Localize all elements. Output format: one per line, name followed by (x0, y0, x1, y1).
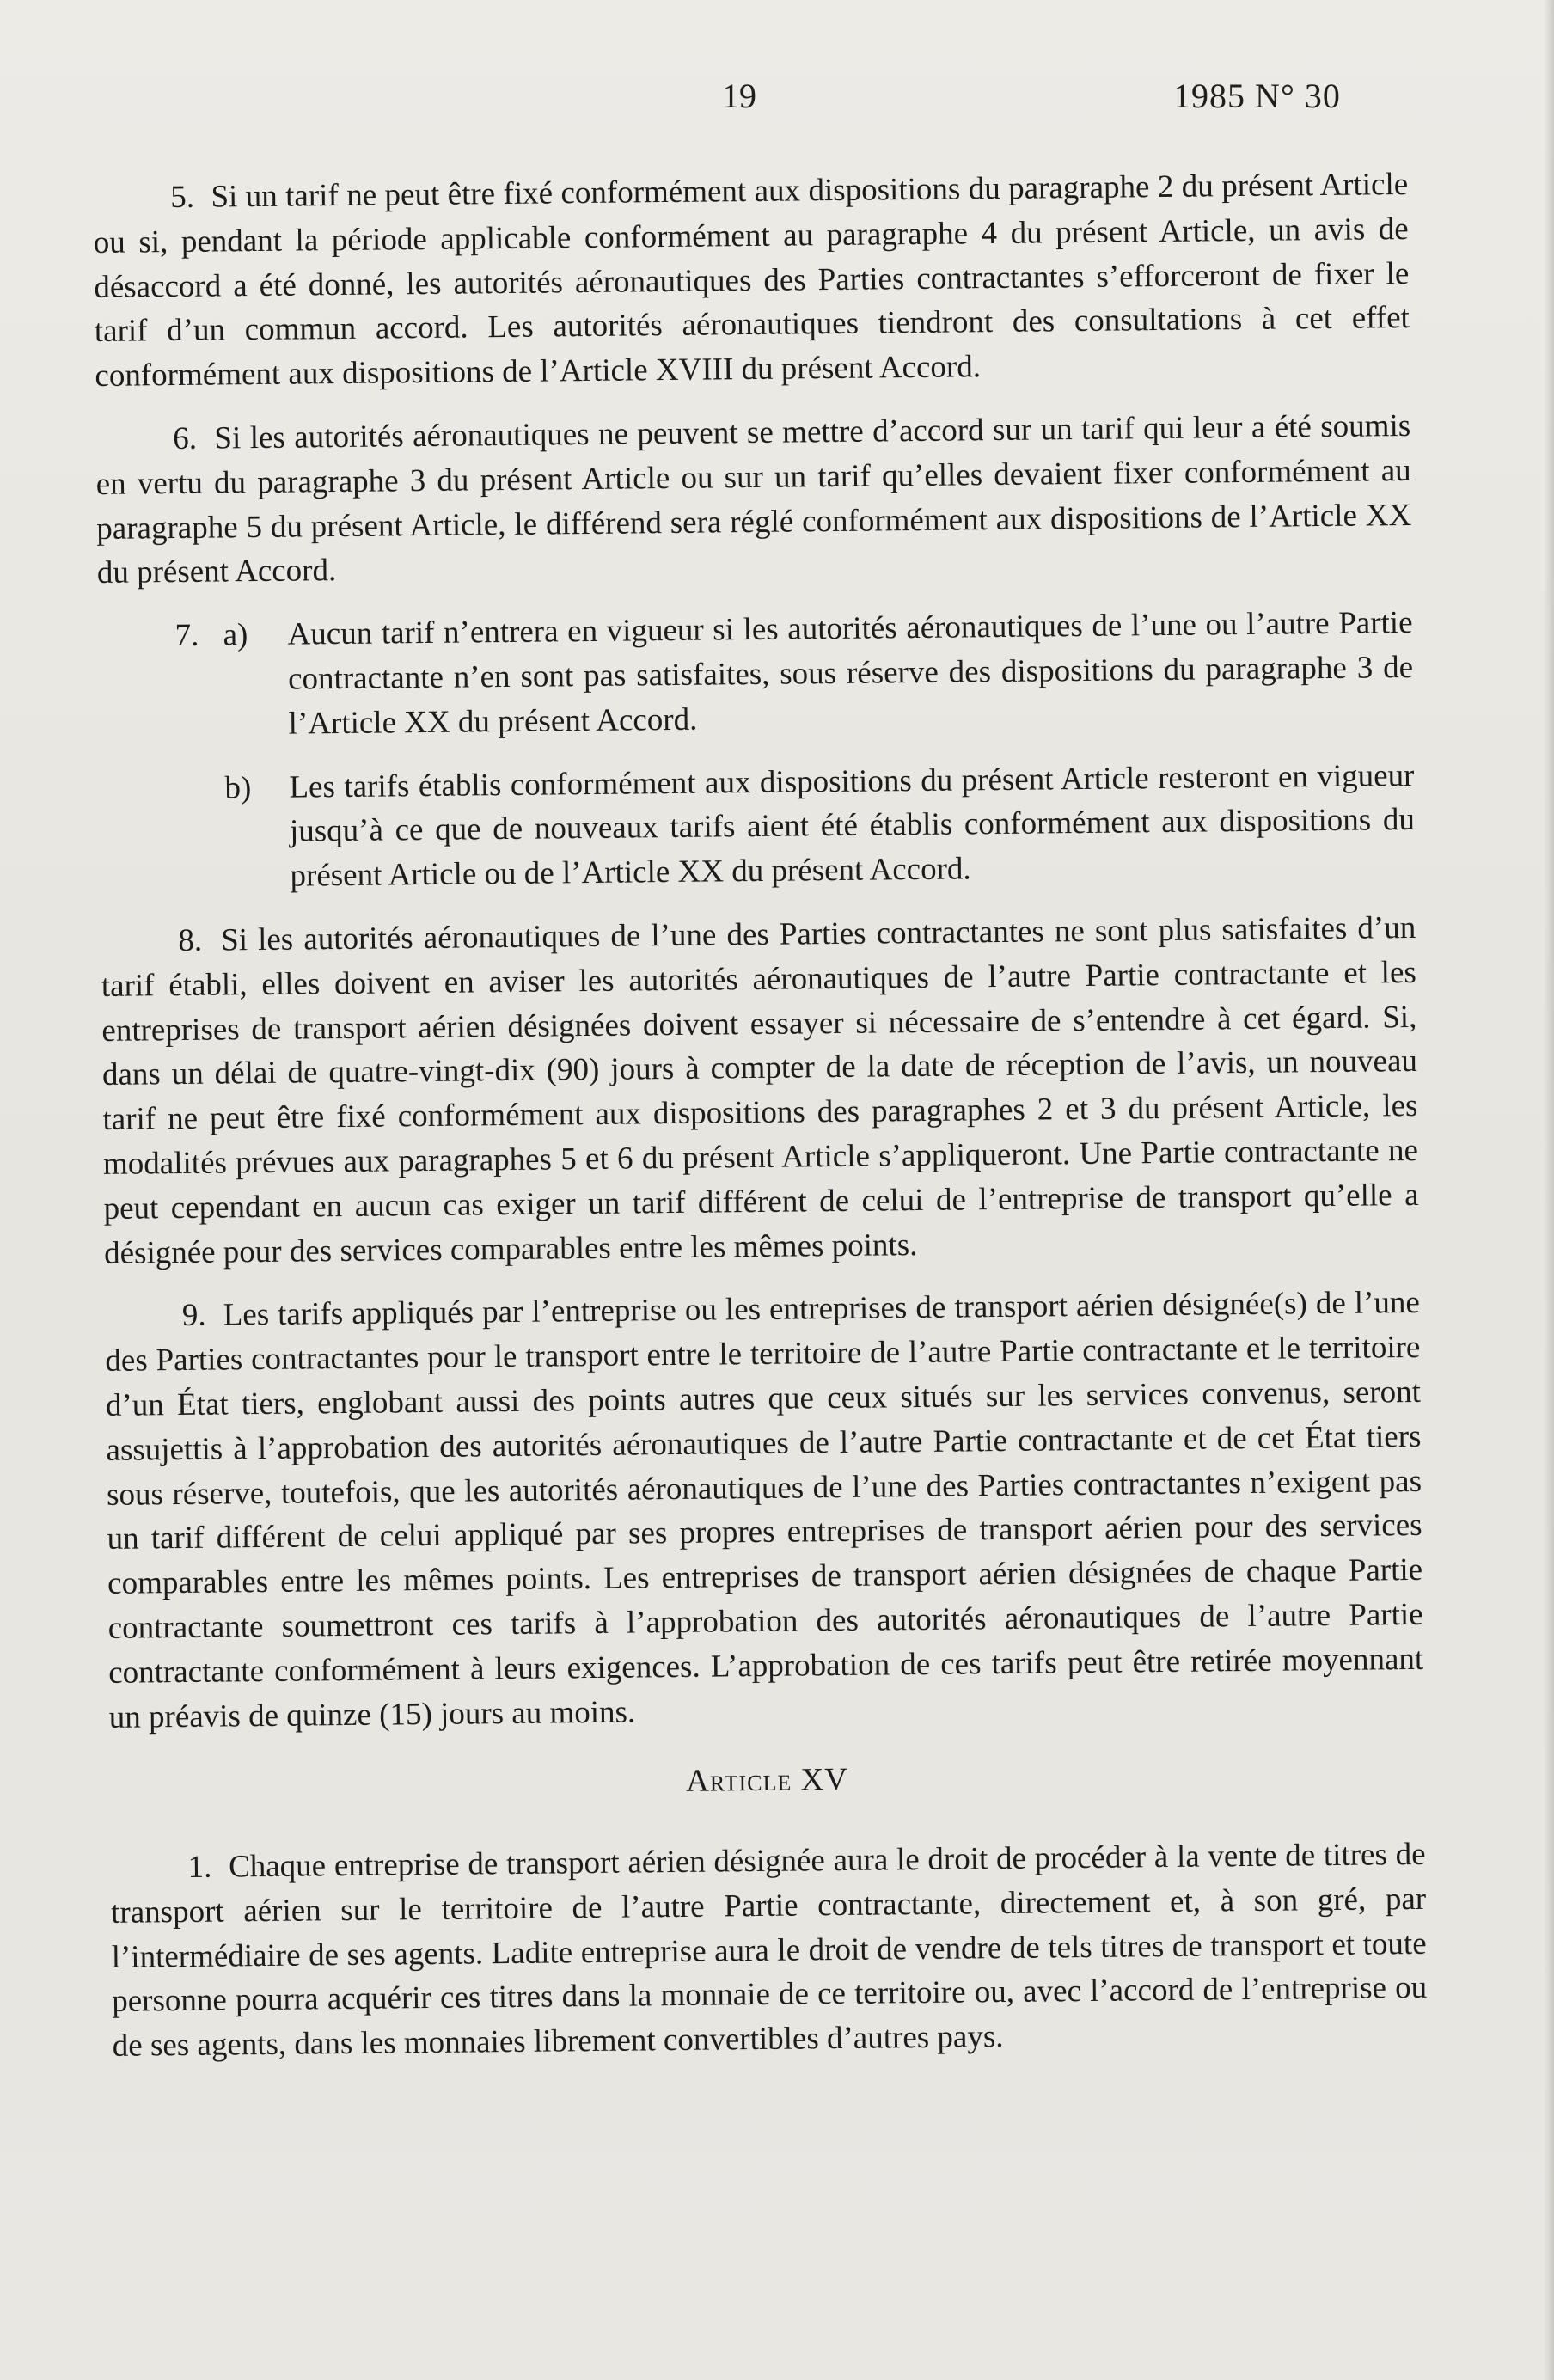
article-heading-number: XV (800, 1762, 849, 1798)
paragraph-text: Aucun tarif n’entrera en vigueur si les autorités aéronautiques de l’une ou l’autre Partie contractante n’en sont pas satisfaites, sous réserve des dispositions du paragraphe 3 de l’Article XX du présent Accord. (287, 605, 1414, 742)
sub-item-letter: a) (223, 617, 248, 653)
page-header (0, 76, 1554, 127)
article-heading (109, 1752, 1424, 1810)
paragraph-number: 6. (172, 420, 198, 457)
paragraph-number: 8. (178, 922, 203, 958)
paragraph-9 (105, 1281, 1424, 1740)
article-paragraph-1 (110, 1832, 1428, 2069)
paragraph-text: Si les autorités aéronautiques ne peuvent se mettre d’accord sur un tarif qui leur a été soumis en vertu du paragraphe 3 du présent Article ou sur un tarif qu’elles devaient fixer conformément au paragraphe 5 du présent Article, le différend sera réglé conformément aux dispositions de l’Article XX du présent Accord. (95, 407, 1412, 591)
paragraph-text: Chaque entreprise de transport aérien désignée aura le droit de procéder à la vente de titres de transport aérien sur le territoire de l’autre Partie contractante, directement et, à son gré, par l’intermédiaire de ses agents. Ladite entreprise aura le droit de vendre de tels titres de transport et toute personne pourra acquérir ces titres dans la monnaie de ce territoire ou, avec l’accord de l’entreprise ou de ses agents, dans les monnaies librement convertibles d’autres pays. (110, 1836, 1428, 2065)
document-body (93, 162, 1428, 2088)
paragraph-number: 7. (174, 617, 199, 654)
paragraph-8 (101, 906, 1419, 1276)
paragraph-6 (95, 404, 1412, 596)
paragraph-number: 1. (187, 1849, 212, 1886)
paragraph-text: Si les autorités aéronautiques de l’une des Parties contractantes ne sont plus satisfaites d’un tarif établi, elles doivent en aviser les autorités aéronautiques de l’autre Partie contractante et les entreprises de transport aérien désignées doivent essayer si nécessaire de s’entendre à cet égard. Si, dans un délai de quatre-vingt-dix (90) jours à compter de la date de réception de l’avis, un nouveau tarif ne peut être fixé conformément aux dispositions des paragraphes 2 et 3 du présent Article, les modalités prévues aux paragraphes 5 et 6 du présent Article s’appliqueront. Une Partie contractante ne peut cependant en aucun cas exiger un tarif différent de celui de l’entreprise de transport qu’elle a désignée pour des services comparables entre les mêmes points. (101, 909, 1419, 1271)
document-reference: 1985 N° 30 (1173, 76, 1341, 115)
paragraph-5 (93, 162, 1410, 399)
sub-item-letter: b) (224, 769, 252, 805)
paragraph-number: 5. (170, 179, 195, 216)
paragraph-text: Si un tarif ne peut être fixé conformément aux dispositions du paragraphe 2 du présent Article ou si, pendant la période applicable conformément au paragraphe 4 du présent Article, un avis de désaccord a été donné, les autorités aéronautiques des Parties contractantes s’efforceront de fixer le tarif d’un commun accord. Les autorités aéronautiques tiendront des consultations à cet effet conformément aux dispositions de l’Article XVIII du présent Accord. (93, 166, 1410, 395)
article-heading-word: Article (685, 1762, 792, 1800)
paragraph-text: Les tarifs appliqués par l’entreprise ou les entreprises de transport aérien désignée(s) de l’une des Parties contractantes pour le transport entre le territoire de l’autre Partie contractante et le territoire d’un État tiers, englobant aussi des points autres que ceux situés sur les services convenus, seront assujettis à l’approbation des autorités aéronautiques de l’autre Partie contractante et de cet État tiers sous réserve, toutefois, que les autorités aéronautiques de l’une des Parties contractantes n’exigent pas un tarif différent de celui appliqué par ses propres entreprises de transport aérien pour des services comparables entre les mêmes points. Les entreprises de transport aérien désignées de chaque Partie contractante soumettront ces tarifs à l’approbation des autorités aéronautiques de l’autre Partie contractante conformément à leurs exigences. L’approbation de ces tarifs peut être retirée moyennant un préavis de quinze (15) jours au moins. (105, 1285, 1424, 1735)
paragraph-number: 9. (181, 1298, 206, 1334)
page-number: 19 (722, 76, 756, 115)
scan-edge-shadow (1544, 0, 1554, 2380)
paragraph-7b (99, 754, 1416, 901)
paragraph-7a (97, 601, 1414, 748)
paragraph-text: Les tarifs établis conformément aux dispositions du présent Article resteront en vigueur jusqu’à ce que de nouveaux tarifs aient été établis conformément aux dispositions du présent Article ou de l’Article XX du présent Accord. (289, 757, 1416, 894)
